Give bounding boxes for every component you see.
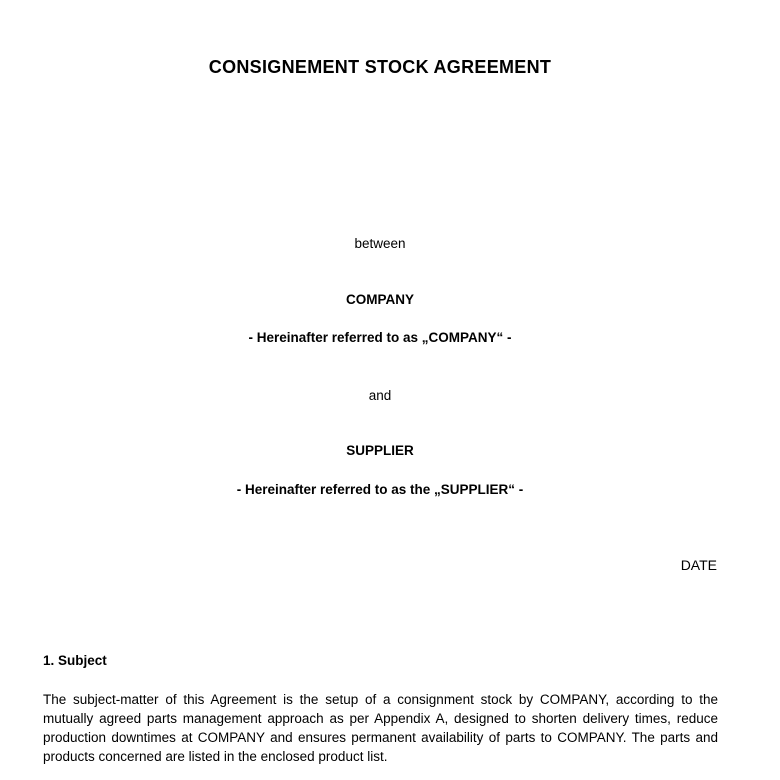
section-heading: 1. Subject	[43, 653, 107, 668]
between-text: between	[354, 236, 406, 251]
document-title: CONSIGNEMENT STOCK AGREEMENT	[208, 57, 552, 77]
party1-reference: - Hereinafter referred to as „COMPANY“ -	[248, 330, 512, 345]
party2-name: SUPPLIER	[346, 443, 414, 458]
section-paragraph: The subject-matter of this Agreement is the setup of a consignment stock by COMPANY, according to the mutually agreed parts management approach as per Appendix A, designed to shorten delivery times, reduce production downtimes at COMPANY and ensures permanent availability of parts to COMPANY. The parts and products concerned are listed in the enclosed product list.	[43, 692, 718, 764]
party2-reference: - Hereinafter referred to as the „SUPPLIER“ -	[236, 482, 524, 497]
party1-name: COMPANY	[345, 292, 414, 307]
and-text: and	[368, 388, 392, 403]
date-field: DATE	[680, 557, 717, 573]
